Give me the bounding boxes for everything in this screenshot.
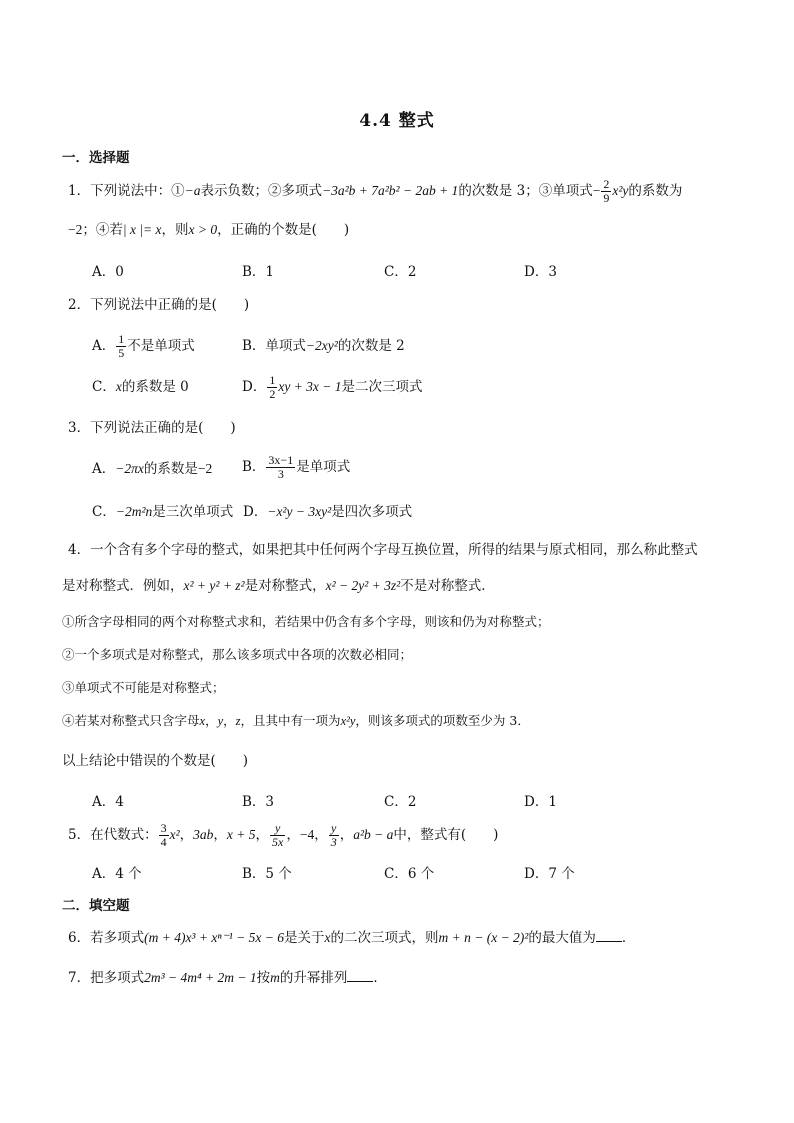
q4-expr: x²y	[340, 714, 356, 728]
q5-expr: x + 5	[226, 827, 256, 842]
q5-expr: a²b − a	[353, 827, 394, 842]
option-label: C．	[92, 379, 116, 395]
q2-option-b[interactable]	[242, 336, 405, 356]
q2-option-d[interactable]	[242, 374, 423, 401]
q1-text: 的系数为	[628, 183, 683, 199]
option-label: D．	[243, 504, 268, 520]
q2-a-fraction	[116, 333, 126, 360]
q4-statement-4	[62, 711, 530, 731]
fraction-numerator: y	[329, 822, 339, 836]
answer-blank[interactable]	[596, 929, 622, 942]
q5-text: ，	[314, 827, 328, 843]
q1-text: ，则	[161, 222, 189, 238]
q4-text: ④若某对称整式只含字母	[62, 713, 200, 728]
q3-option-a[interactable]	[92, 459, 212, 479]
q1-expr: | x |= x	[122, 222, 162, 237]
option-text: 是二次三项式	[341, 379, 423, 395]
fraction-denominator: 3	[330, 835, 337, 849]
option-text: 的系数是 0	[121, 379, 189, 395]
q6-text: 是关于	[283, 930, 325, 946]
q7-text: ．	[373, 970, 387, 986]
fraction-denominator: 3	[277, 467, 284, 481]
q3-option-b[interactable]	[242, 454, 350, 481]
option-expr: −2	[197, 461, 213, 476]
q5-fraction	[159, 822, 169, 849]
q7-text: 按	[256, 970, 271, 986]
question-2-stem: 2．下列说法中正确的是( )	[68, 297, 250, 313]
q5-option-b[interactable]: B．5 个	[242, 866, 292, 882]
q4-expr: x² − 2y² + 3z²	[325, 578, 401, 593]
fraction-denominator: 5	[118, 346, 125, 360]
q3-option-d[interactable]	[243, 502, 412, 522]
q5-text: ，	[255, 827, 269, 843]
q1-text: ；④若	[82, 222, 123, 238]
q1-option-a[interactable]: A．0	[92, 264, 124, 280]
q4-expr: x² + y² + z²	[183, 578, 245, 593]
q3-b-fraction	[266, 454, 295, 481]
section-heading-multiple-choice: 一．选择题	[62, 150, 130, 166]
q2-option-a[interactable]	[92, 333, 195, 360]
q6-expr: m + n − (x − 2)²	[438, 930, 529, 945]
q1-expr: x > 0	[188, 222, 218, 237]
q4-statement-1: ①所含字母相同的两个对称整式求和，若结果中仍含有多个字母，则该和仍为对称整式；	[62, 614, 550, 629]
question-1-line-1	[68, 178, 682, 205]
q5-text: 5．在代数式：	[68, 827, 158, 843]
q1-expr: −2	[68, 222, 83, 237]
section-heading-fill-in: 二．填空题	[62, 898, 130, 914]
fraction-numerator: y	[270, 822, 285, 836]
q6-expr: (m + 4)x³ + xⁿ⁻¹ − 5x − 6	[144, 930, 284, 945]
q5-option-c[interactable]: C．6 个	[384, 866, 435, 882]
q1-expr: −3a²b + 7a²b² − 2ab + 1	[321, 183, 459, 198]
q1-text: 的次数是 3；③单项式	[458, 183, 593, 199]
q1-option-c[interactable]: C．2	[384, 264, 417, 280]
option-label: B．单项式	[242, 338, 306, 354]
q4-text: ，且其中有一项为	[240, 713, 341, 728]
q5-text: ，	[286, 827, 300, 843]
q5-expr: x²	[169, 827, 180, 842]
q6-expr: x	[324, 930, 331, 945]
q4-statement-2: ②一个多项式是对称整式，那么该多项式中各项的次数必相同；	[62, 647, 413, 662]
q1-text: ，正确的个数是( )	[217, 222, 350, 238]
option-expr: −2πx	[115, 461, 144, 476]
question-3-stem: 3．下列说法正确的是( )	[68, 420, 236, 436]
q4-text: ，则该多项式的项数至少为 3．	[355, 713, 530, 728]
q1-option-d[interactable]: D．3	[524, 264, 557, 280]
q5-text: ，	[213, 827, 227, 843]
q6-text: 的最大值为	[528, 930, 596, 946]
option-text: 不是单项式	[127, 338, 195, 354]
q7-expr: 2m³ − 4m⁴ + 2m − 1	[144, 970, 257, 985]
fraction-numerator: 2	[603, 177, 610, 191]
q5-fraction	[329, 822, 339, 849]
question-6	[68, 928, 635, 948]
q7-expr: m	[270, 970, 280, 985]
option-label: A．	[92, 338, 116, 354]
q4-option-c[interactable]: C．2	[384, 794, 417, 810]
q4-statement-3: ③单项式不可能是对称整式；	[62, 680, 225, 695]
q5-text: 中，整式有( )	[393, 827, 499, 843]
option-label: C．	[92, 504, 116, 520]
fraction-numerator: 1	[269, 373, 276, 387]
fraction-denominator: 5x	[272, 835, 284, 849]
option-text: 的系数是	[143, 461, 198, 477]
q4-expr: y	[217, 714, 224, 728]
fraction-denominator: 2	[269, 387, 276, 401]
option-expr: −2m²n	[115, 504, 153, 519]
q1-fraction	[601, 178, 611, 205]
q5-fraction	[270, 822, 285, 849]
q4-text: ，	[205, 713, 218, 728]
q5-option-d[interactable]: D．7 个	[524, 866, 575, 882]
answer-blank[interactable]	[347, 969, 373, 982]
q4-text: 是对称整式，	[244, 578, 326, 594]
q1-text: 1．下列说法中：①	[68, 183, 185, 199]
q6-text: 6．若多项式	[68, 930, 145, 946]
q7-text: 的升幂排列	[279, 970, 348, 986]
q4-text: 是对称整式．例如，	[62, 578, 184, 594]
q5-expr: −4	[299, 827, 315, 842]
q2-option-c[interactable]	[92, 377, 189, 397]
option-text: 是单项式	[296, 459, 351, 475]
q4-option-d[interactable]: D．1	[524, 794, 557, 810]
q5-text: ，	[339, 827, 354, 843]
q6-text: ．	[621, 930, 636, 946]
fraction-numerator: 3x−1	[268, 453, 294, 467]
question-5-stem	[68, 822, 498, 849]
question-1-line-2	[68, 220, 349, 240]
q1-expr: −a	[184, 183, 201, 198]
q7-text: 7．把多项式	[68, 970, 145, 986]
q4-expr: z	[235, 714, 241, 728]
q1-sign: −	[592, 183, 601, 198]
q5-option-a[interactable]: A．4 个	[92, 866, 142, 882]
q4-question-stem: 以上结论中错误的个数是( )	[62, 753, 249, 769]
q2-d-fraction	[267, 374, 277, 401]
q1-option-b[interactable]: B．1	[242, 264, 275, 280]
q1-text: 表示负数；②多项式	[200, 183, 322, 199]
q5-expr: 3ab	[193, 827, 214, 842]
q1-expr: x²y	[612, 183, 629, 198]
q3-option-c[interactable]	[92, 502, 233, 522]
fraction-denominator: 4	[160, 835, 167, 849]
q4-text: ，	[223, 713, 236, 728]
q6-text: 的二次三项式，则	[330, 930, 439, 946]
question-7	[68, 968, 387, 988]
option-expr: −x²y − 3xy²	[267, 504, 332, 519]
q4-expr: x	[199, 714, 206, 728]
option-label: D．	[242, 379, 267, 395]
option-text: 是三次单项式	[152, 504, 234, 520]
fraction-denominator: 9	[603, 191, 610, 205]
question-4-line-2	[62, 576, 495, 596]
option-label: A．	[92, 461, 116, 477]
q4-option-b[interactable]: B．3	[242, 794, 275, 810]
option-label: B．	[242, 459, 266, 475]
q4-text: 不是对称整式．	[400, 578, 495, 594]
page-title: 4.4 整式	[359, 111, 435, 131]
fraction-numerator: 1	[118, 332, 125, 346]
option-text: 的次数是 2	[337, 338, 405, 354]
option-expr: xy + 3x − 1	[278, 379, 342, 394]
fraction-numerator: 3	[160, 821, 167, 835]
option-expr: x	[115, 379, 122, 394]
q5-text: ，	[179, 827, 194, 843]
question-4-line-1: 4．一个含有多个字母的整式，如果把其中任何两个字母互换位置，所得的结果与原式相同，那么称此整式	[68, 542, 698, 558]
option-expr: −2xy²	[305, 338, 338, 353]
q4-option-a[interactable]: A．4	[92, 794, 124, 810]
option-text: 是四次多项式	[331, 504, 413, 520]
